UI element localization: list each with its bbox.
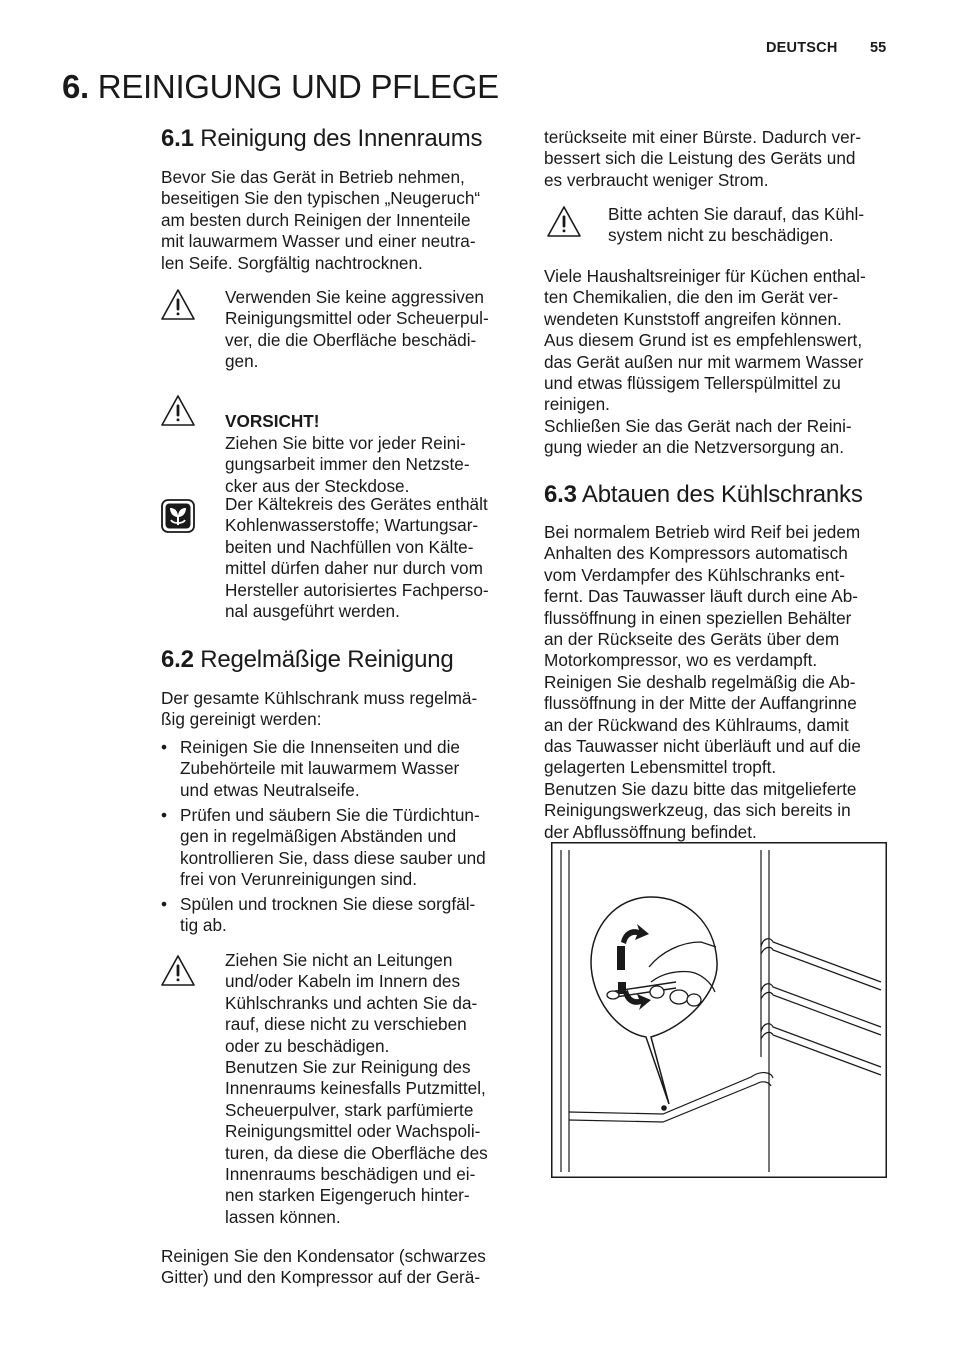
warning-triangle-icon — [546, 204, 582, 240]
household-cleaner-text: Viele Haushaltsreiniger für Küchen enthal- ten Chemikalien, die den im Gerät ver- wendeten Kunststoff angreifen können. Aus diesem Grund ist es empfehlenswert, das Gerät außen nur mit warmem Wasser und etwas flüssigem Tellerspülmittel zu reinigen. Schließen Sie das Gerät nach der Reini- gung wieder an die Netzversorgung an. — [544, 266, 866, 458]
bullet-symbol: • — [161, 737, 168, 757]
warning-triangle-icon — [160, 287, 196, 323]
section-title: Abtauen des Kühlschranks — [581, 481, 863, 508]
warning-note-3: Bitte achten Sie darauf, das Kühl- system nicht zu beschädigen. — [608, 204, 865, 246]
page-number: 55 — [870, 40, 887, 56]
caution-title: VORSICHT! — [225, 411, 320, 432]
bullet-symbol: • — [161, 894, 168, 914]
header-language: DEUTSCH — [766, 40, 838, 56]
section-6-3-heading — [544, 481, 863, 509]
warning-triangle-icon — [160, 393, 196, 429]
bullet-text: Spülen und trocknen Sie diese sorgfäl- tig ab. — [180, 894, 476, 936]
section-title: Regelmäßige Reinigung — [200, 646, 454, 673]
environment-leaf-icon — [160, 498, 196, 534]
condenser-text-end: terückseite mit einer Bürste. Dadurch ver- bessert sich die Leistung des Geräts und es verbraucht weniger Strom. — [544, 127, 862, 190]
warning-note-2: Ziehen Sie nicht an Leitungen und/oder Kabeln im Innern des Kühlschranks und achten Sie da- rauf, diese nicht zu verschieben oder zu beschädigen. Benutzen Sie zur Reinigung des Innenraums keinesfalls Putzmittel, Scheuerpulver, stark parfümierte Reinigungsmittel oder Wachspoli- turen, da diese die Oberfläche des Innenraums beschädigen und ei- nen starken Eigengeruch hinter- lassen können. — [225, 950, 488, 1227]
section-title: Reinigung des Innenraums — [200, 125, 483, 152]
bullet-text: Prüfen und säubern Sie die Türdichtun- gen in regelmäßigen Abständen und kontrollieren Sie, dass diese sauber und frei von Verunreinigungen sind. — [180, 805, 486, 890]
section-6-1-intro: Bevor Sie das Gerät in Betrieb nehmen, beseitigen Sie den typischen „Neugeruch“ am besten durch Reinigen der Innenteile mit lauwarmem Wasser und einer neutra- len Seife. Sorgfältig nachtrocknen. — [161, 167, 481, 273]
warning-triangle-icon — [160, 953, 196, 989]
section-6-2-heading — [161, 646, 454, 674]
defrost-drain-illustration — [551, 842, 887, 1178]
section-6-3-text: Bei normalem Betrieb wird Reif bei jedem Anhalten des Kompressors automatisch vom Verdampfer des Kühlschranks ent- fernt. Das Tauwasser läuft durch eine Ab- flussöffnung in einen speziellen Behälter an der Rückseite des Geräts über dem Motorkompressor, wo es verdampft. Reinigen Sie deshalb regelmäßig die Ab- flussöffnung in der Mitte der Auffangrinne an der Rückwand des Kühlraums, damit das Tauwasser nicht überläuft und auf die gelagerten Lebensmittel tropft. Benutzen Sie dazu bitte das mitgelieferte Reinigungswerkzeug, das sich bereits in der Abflussöffnung befindet. — [544, 522, 861, 842]
section-6-1-heading — [161, 125, 482, 153]
bullet-text: Reinigen Sie die Innenseiten und die Zubehörteile mit lauwarmem Wasser und etwas Neutralseife. — [180, 737, 460, 800]
section-number: 6.2 — [161, 646, 194, 673]
caution-text: Ziehen Sie bitte vor jeder Reini- gungsarbeit immer den Netzste- cker aus der Steckdose. — [225, 432, 470, 496]
environment-note: Der Kältekreis des Gerätes enthält Kohlenwasserstoffe; Wartungsar- beiten und Nachfüllen von Kälte- mittel dürfen daher nur durch vom Hersteller autorisiertes Fachperso- nal ausgeführt werden. — [225, 494, 489, 622]
section-number: 6.3 — [544, 481, 577, 508]
chapter-title — [62, 68, 499, 106]
chapter-number: 6. — [62, 68, 89, 105]
section-6-2-intro: Der gesamte Kühlschrank muss regelmä- ßig gereinigt werden: — [161, 688, 478, 730]
warning-note-1: Verwenden Sie keine aggressiven Reinigungsmittel oder Scheuerpul- ver, die die Oberfläche beschädi- gen. — [225, 287, 489, 372]
condenser-text-start: Reinigen Sie den Kondensator (schwarzes Gitter) und den Kompressor auf der Gerä- — [161, 1246, 486, 1288]
chapter-title-text: REINIGUNG UND PFLEGE — [97, 68, 499, 105]
bullet-symbol: • — [161, 805, 168, 825]
section-number: 6.1 — [161, 125, 194, 152]
